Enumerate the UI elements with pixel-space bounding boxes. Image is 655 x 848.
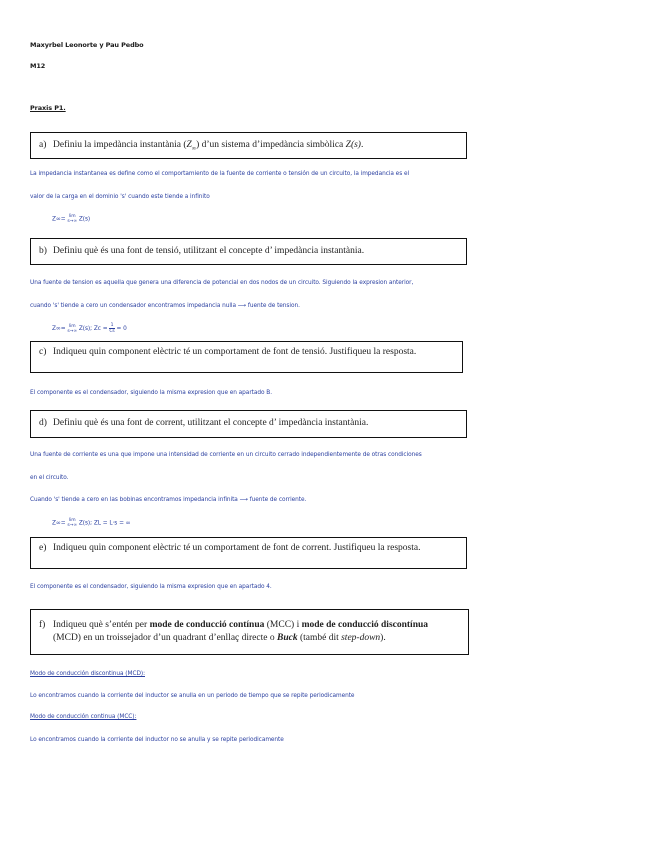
question-f-text: Indiqueu què s’entén per mode de conducció contínua (MCC) i mode de conducció discontínua (MCD) en un troissejador d’un quadrant d’enllaç directe o Buck (també dit step-down). xyxy=(53,620,429,643)
answer-d-line-2: en el circuito. xyxy=(30,475,69,481)
answer-a-line-1: La impedancia instantanea es define como el comportamiento de la fuente de corriente o tensión de un circuito, la impedancia es el xyxy=(30,171,410,177)
answer-b-line-2: cuando 's' tiende a cero un condensador encontramos impedancia nulla ⟶ fuente de tension. xyxy=(30,303,300,309)
question-a-letter: a) xyxy=(39,140,47,150)
answer-f-heading-mcc: Modo de conducción continua (MCC): xyxy=(30,714,137,720)
question-f-letter: f) xyxy=(39,620,46,630)
answer-f-line-1: Lo encontramos cuando la corriente del inductor se anulla en un periodo de tiempo que se repite periodicamente xyxy=(30,693,355,699)
answer-d-formula: Z∞= lim s→∞ Z(s); ZL = L·s = ∞ xyxy=(52,518,131,528)
answer-b-formula: Z∞= lim s→∞ Z(s); Zc = $\frac{1}{Cs}$ = 0 xyxy=(52,323,127,334)
question-d-box xyxy=(30,410,467,438)
answer-f-heading-mcd: Modo de conducción discontinua (MCD): xyxy=(30,671,145,677)
answer-f-line-2: Lo encontramos cuando la corriente del inductor no se anulla y se repite periodicamente xyxy=(30,737,284,743)
answer-b-line-1: Una fuente de tension es aquella que genera una diferencia de potencial en dos nodos de un circuito. Siguiendo la expresion anterior, xyxy=(30,280,414,286)
answer-e-line-1: El componente es el condensador, siguiendo la misma expresion que en apartado 4. xyxy=(30,584,272,590)
answer-c-line-1: El componente es el condensador, siguiendo la misma expresion que en apartado B. xyxy=(30,390,273,396)
question-c-letter: c) xyxy=(39,347,47,357)
question-e-letter: e) xyxy=(39,543,47,553)
question-c-box xyxy=(30,341,463,373)
answer-a-formula: Z∞= lim s→∞ Z(s) xyxy=(52,214,91,224)
question-b-letter: b) xyxy=(39,246,47,256)
question-f-box xyxy=(30,609,469,655)
page-title: Praxis P1. xyxy=(30,104,66,112)
question-b-box xyxy=(30,238,467,265)
answer-d-line-1: Una fuente de corriente es una que impone una intensidad de corriente en un circuito cerrado independientemente de otras condiciones xyxy=(30,452,422,458)
question-d-letter: d) xyxy=(39,418,47,428)
question-e-text: Indiqueu quin component elèctric té un comportament de font de corrent. Justifiqueu la resposta. xyxy=(53,543,421,553)
answer-d-line-3: Cuando 's' tiende a cero en las bobinas encontramos impedancia infinita ⟶ fuente de corriente. xyxy=(30,497,307,503)
question-a-box xyxy=(30,132,467,159)
question-b-text: Definiu què és una font de tensió, utilitzant el concepte d’ impedància instantània. xyxy=(53,246,365,256)
question-c-text: Indiqueu quin component elèctric té un comportament de font de tensió. Justifiqueu la resposta. xyxy=(53,347,417,357)
question-a-text: Definiu la impedància instantània $(Z_\infty)$ d’un sistema d’impedància simbòlica Z(s). xyxy=(53,140,364,152)
answer-a-line-2: valor de la carga en el dominio 's' cuando este tiende a infinito xyxy=(30,194,210,200)
authors-heading: Maxyrbel Leonorte y Pau Pedbo xyxy=(30,41,144,49)
group-label: M12 xyxy=(30,62,46,70)
question-d-text: Definiu què és una font de corrent, utilitzant el concepte d’ impedància instantània. xyxy=(53,418,369,428)
question-e-box xyxy=(30,537,467,569)
